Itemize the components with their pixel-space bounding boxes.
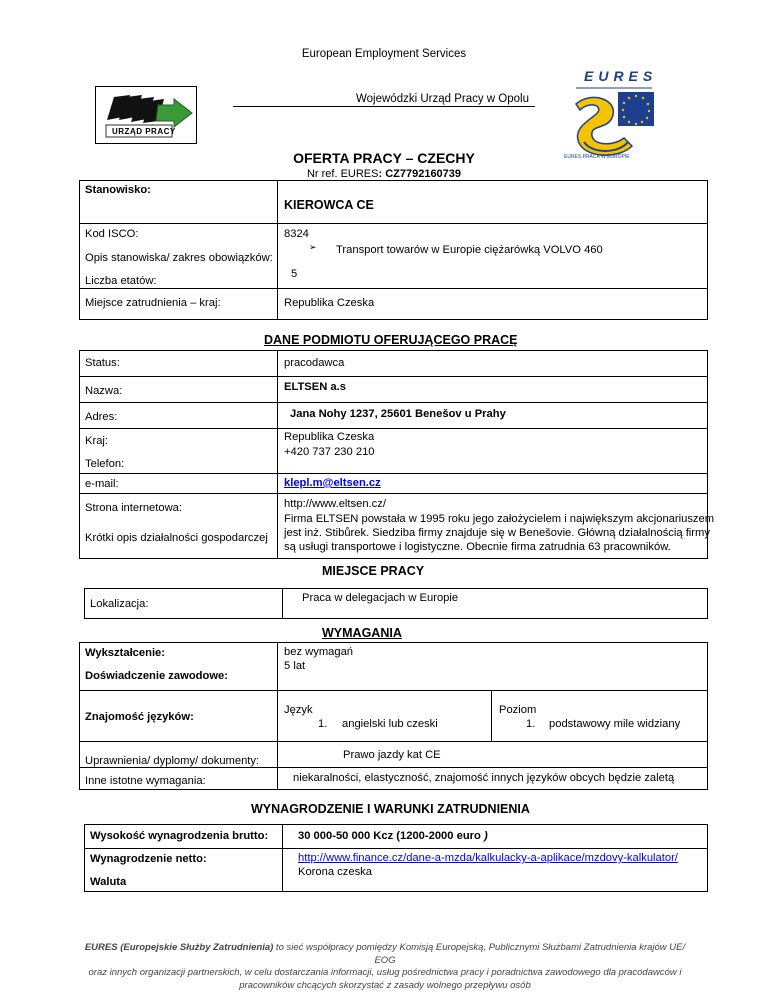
urzad-pracy-logo <box>95 86 197 144</box>
etaty-label: Liczba etatów: <box>85 275 157 287</box>
brutto-label: Wysokość wynagrodzenia brutto: <box>90 830 269 842</box>
eures-logo-subtitle: EURES PRACA W EUROPIE <box>564 154 630 160</box>
isco-label: Kod ISCO: <box>85 228 139 240</box>
opis-dzialalnosci-line-2: jest inż. Stibůrek. Siedziba firmy znajduje się w Benešovie. Główną działalnością firmy <box>284 527 710 539</box>
email-link[interactable]: klepl.m@eltsen.cz <box>284 477 381 489</box>
salary-divider-v <box>282 824 283 892</box>
stanowisko-label: Stanowisko: <box>85 184 151 196</box>
opis-bullet-icon: ➢ <box>309 242 317 252</box>
offer-ref-label: Nr ref. EURES <box>306 168 379 180</box>
telefon-label: Telefon: <box>85 458 125 470</box>
adres-value: Jana Nohy 1237, 25601 Benešov u Prahy <box>290 408 506 420</box>
brutto-value-text: 30 000-50 000 Kcz (1200-2000 euro <box>298 830 481 842</box>
requirements-section-title: WYMAGANIA <box>322 626 402 640</box>
poziom-item-number: 1. <box>526 718 536 730</box>
miejsce-label: Miejsce zatrudnienia – kraj: <box>85 297 221 309</box>
footer-line-2: oraz innych organizacji partnerskich, w celu dostarczania informacji, usług pośrednictwa pracy i poradnictwa zawodowego dla pracodawców i <box>88 967 682 978</box>
salary-divider-h1 <box>84 848 708 849</box>
eures-logo-wordmark: EURES <box>584 68 658 84</box>
miejsce-value: Republika Czeska <box>284 297 375 309</box>
position-divider-h1 <box>79 223 708 224</box>
jezyk-item: angielski lub czeski <box>342 718 438 730</box>
adres-label: Adres: <box>85 411 118 423</box>
poziom-item: podstawowy mile widziany <box>549 718 681 730</box>
kraj-value: Republika Czeska <box>284 431 375 443</box>
doswiadczenie-label: Doświadczenie zawodowe: <box>85 670 228 682</box>
offer-title: OFERTA PRACY – CZECHY <box>293 150 475 166</box>
office-name: Wojewódzki Urząd Pracy w Opolu <box>356 93 529 105</box>
uprawnienia-value: Prawo jazdy kat CE <box>343 749 441 761</box>
inne-value: niekaralności, elastyczność, znajomość innych języków obcych będzie zaletą <box>293 772 675 784</box>
brutto-value <box>298 830 488 842</box>
footer-line-3: pracowników chcących skorzystać z zasady wolnego przepływu osób <box>239 979 531 991</box>
poziom-column-header: Poziom <box>499 704 537 716</box>
opis-value: Transport towarów w Europie ciężarówką VOLVO 460 <box>336 244 603 256</box>
waluta-value: Korona czeska <box>298 866 373 878</box>
employer-divider-h5 <box>79 493 708 494</box>
opis-dzialalnosci-line-3: są usługi transportowe i logistyczne. Obecnie firma zatrudnia 63 pracowników. <box>284 541 671 553</box>
nazwa-label: Nazwa: <box>85 385 123 397</box>
opis-dzialalnosci-line-1: Firma ELTSEN powstała w 1995 roku jego założycielem i największym akcjonariuszem <box>284 513 715 525</box>
salary-section-title: WYNAGRODZENIE I WARUNKI ZATRUDNIENIA <box>251 802 530 816</box>
workplace-section-title: MIEJSCE PRACY <box>322 564 425 578</box>
brutto-paren: ) <box>483 830 488 842</box>
employer-divider-h3 <box>79 428 708 429</box>
workplace-divider-v <box>282 588 283 619</box>
waluta-label: Waluta <box>90 876 127 888</box>
doswiadczenie-value: 5 lat <box>284 660 306 672</box>
inne-label: Inne istotne wymagania: <box>85 775 206 787</box>
lokalizacja-label: Lokalizacja: <box>90 598 149 610</box>
position-divider-v <box>277 180 278 320</box>
employer-divider-h1 <box>79 376 708 377</box>
jezyk-column-header: Język <box>284 704 313 716</box>
requirements-divider-h3 <box>79 767 708 768</box>
footer-note <box>80 942 690 992</box>
nazwa-value: ELTSEN a.s <box>284 381 346 393</box>
footer-line-1 <box>80 942 690 967</box>
employer-divider-h4 <box>79 473 708 474</box>
offer-ref <box>0 168 768 180</box>
jezyki-label: Znajomość języków: <box>85 711 194 723</box>
wyksztalcenie-label: Wykształcenie: <box>85 647 166 659</box>
jezyk-item-number: 1. <box>318 718 328 730</box>
footer-bold: EURES (Europejskie Służby Zatrudnienia) <box>84 942 274 953</box>
status-label: Status: <box>85 357 120 369</box>
www-value[interactable]: http://www.eltsen.cz/ <box>284 498 386 510</box>
netto-link[interactable]: http://www.finance.cz/dane-a-mzda/kalkulacky-a-aplikace/mzdovy-kalkulator/ <box>298 852 678 864</box>
header-top-title: European Employment Services <box>301 48 467 60</box>
lokalizacja-value: Praca w delegacjach w Europie <box>302 592 459 604</box>
etaty-value: 5 <box>291 268 298 280</box>
telefon-value: +420 737 230 210 <box>284 446 375 458</box>
urzad-pracy-logo-text: URZĄD PRACY <box>112 127 176 136</box>
employer-divider-v <box>277 350 278 559</box>
employer-divider-h2 <box>79 402 708 403</box>
employer-section-title: DANE PODMIOTU OFERUJĄCEGO PRACĘ <box>264 333 518 347</box>
offer-ref-value: : CZ7792160739 <box>378 168 462 180</box>
email-label: e-mail: <box>85 478 119 490</box>
requirements-divider-h1 <box>79 690 708 691</box>
opis-dzialalnosci-label: Krótki opis działalności gospodarczej <box>85 532 268 544</box>
requirements-divider-h2 <box>79 741 708 742</box>
uprawnienia-label: Uprawnienia/ dyplomy/ dokumenty: <box>85 755 260 767</box>
office-underline <box>233 106 535 107</box>
status-value: pracodawca <box>284 357 345 369</box>
languages-divider-v <box>491 690 492 741</box>
www-label: Strona internetowa: <box>85 502 183 514</box>
stanowisko-value: KIEROWCA CE <box>284 198 374 212</box>
isco-value: 8324 <box>284 228 309 240</box>
kraj-label: Kraj: <box>85 435 109 447</box>
netto-label: Wynagrodzenie netto: <box>90 853 207 865</box>
wyksztalcenie-value: bez wymagań <box>284 646 354 658</box>
footer-line-1-rest: to sieć współpracy pomiędzy Komisją Europejską, Publicznymi Służbami Zatrudnienia krajów UE/ EOG <box>273 942 686 966</box>
opis-label: Opis stanowiska/ zakres obowiązków: <box>85 252 273 264</box>
position-divider-h2 <box>79 288 708 289</box>
